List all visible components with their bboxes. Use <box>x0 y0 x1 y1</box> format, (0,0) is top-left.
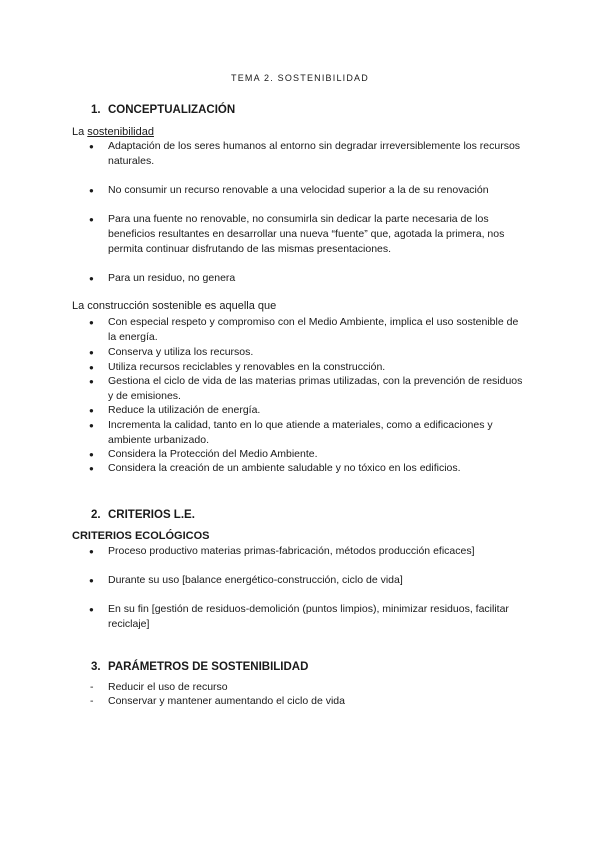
dash-item: - Conservar y mantener aumentando el ciclo de vida <box>108 694 345 709</box>
intro-term: sostenibilidad <box>87 126 154 138</box>
section-title: PARÁMETROS DE SOSTENIBILIDAD <box>108 661 309 673</box>
section-title: CONCEPTUALIZACIÓN <box>108 104 236 116</box>
list-item: ● Con especial respeto y compromiso con el Medio Ambiente, implica el uso sostenible de la energía. <box>108 315 526 345</box>
section-title: CRITERIOS L.E. <box>108 509 195 521</box>
section-heading-2 <box>91 509 195 521</box>
criterios-subheading: CRITERIOS ECOLÓGICOS <box>72 530 210 542</box>
list-item: ● En su fin [gestión de residuos-demolición (puntos limpios), minimizar residuos, facilitar reciclaje] <box>108 602 526 632</box>
list-item: ● Considera la creación de un ambiente saludable y no tóxico en los edificios. <box>108 461 526 476</box>
list-item: ● Para un residuo, no genera <box>108 271 526 286</box>
list-item: ● Adaptación de los seres humanos al entorno sin degradar irreversiblemente los recursos naturales. <box>108 139 526 169</box>
list-item: ● Utiliza recursos reciclables y renovables en la construcción. <box>108 360 526 375</box>
section-number: 2. <box>91 509 101 521</box>
list-item: ● Para una fuente no renovable, no consumirla sin dedicar la parte necesaria de los beneficios resultantes en desarrollar una nueva “fuente” que, agotada la primera, nos permita continuar disfrutando de las mismas presentaciones. <box>108 212 526 257</box>
list-item: ● Gestiona el ciclo de vida de las materias primas utilizadas, con la prevención de residuos y de emisiones. <box>108 374 526 404</box>
list-item: ● Conserva y utiliza los recursos. <box>108 345 526 360</box>
list-item: ● Reduce la utilización de energía. <box>108 403 526 418</box>
list-item: ● Considera la Protección del Medio Ambiente. <box>108 447 526 462</box>
document-title: TEMA 2. SOSTENIBILIDAD <box>231 73 369 83</box>
list-item: ● No consumir un recurso renovable a una velocidad superior a la de su renovación <box>108 183 526 198</box>
list-item: ● Durante su uso [balance energético-construcción, ciclo de vida] <box>108 573 526 588</box>
intro-prefix: La <box>72 126 88 138</box>
section-heading-3 <box>91 661 308 673</box>
section-number: 3. <box>91 661 101 673</box>
section-heading-1 <box>91 104 235 116</box>
construccion-intro: La construcción sostenible es aquella que <box>72 300 277 312</box>
sostenibilidad-intro <box>72 126 154 138</box>
dash-item: - Reducir el uso de recurso <box>108 680 228 695</box>
section-number: 1. <box>91 104 101 116</box>
list-item: ● Proceso productivo materias primas-fabricación, métodos producción eficaces] <box>108 544 526 559</box>
list-item: ● Incrementa la calidad, tanto en lo que atiende a materiales, como a edificaciones y ambiente urbanizado. <box>108 418 526 448</box>
